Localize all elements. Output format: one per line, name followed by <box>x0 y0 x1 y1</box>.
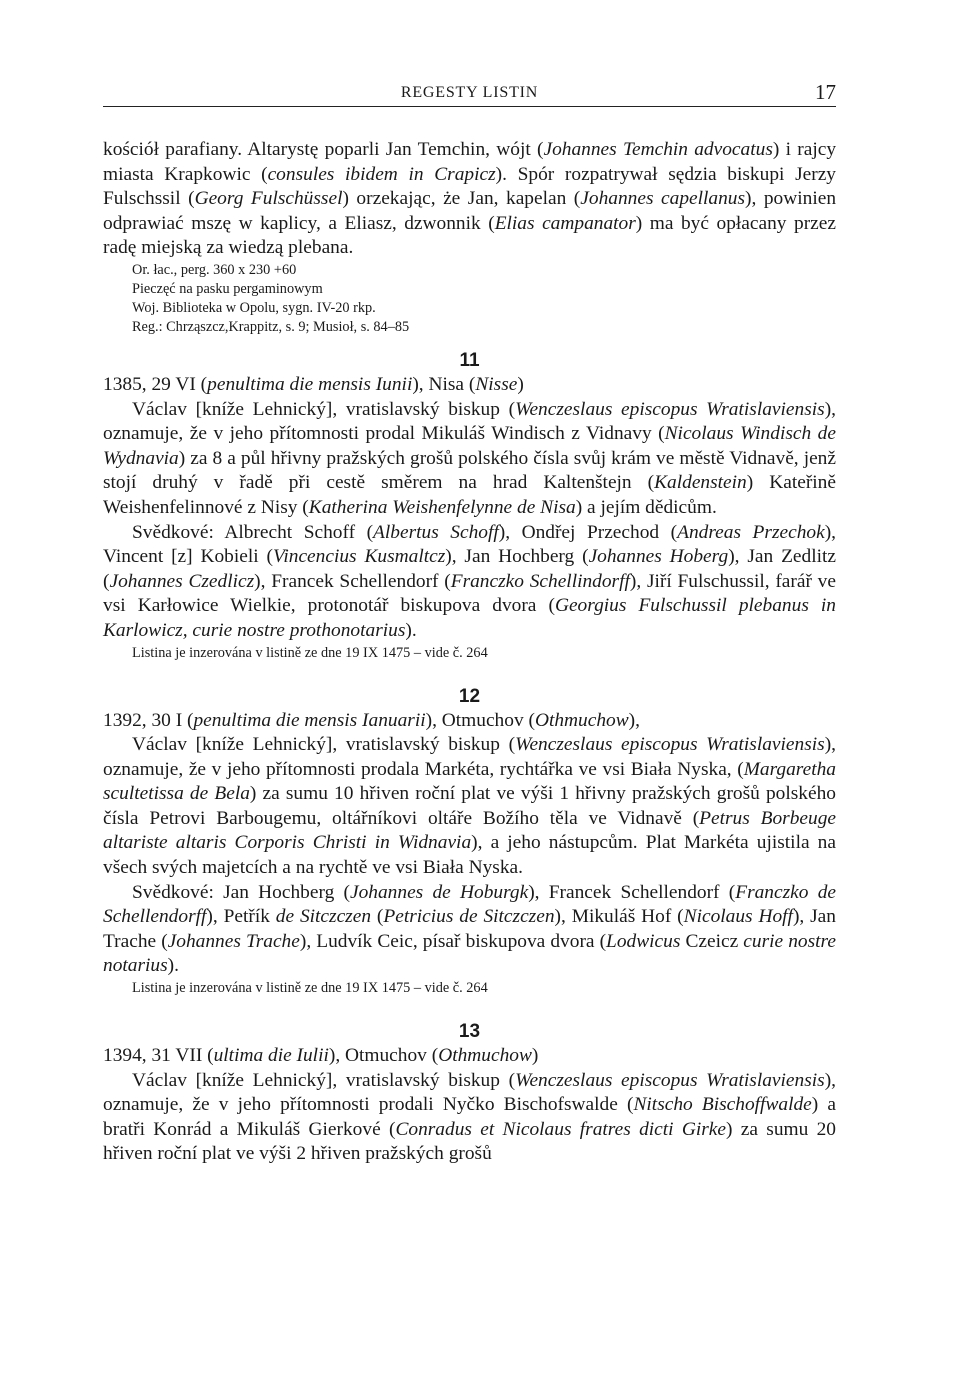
running-title: REGESTY LISTIN <box>400 84 539 101</box>
entry-date-line: 1394, 31 VII (ultima die Iulii), Otmuchov (Othmuchow) <box>103 1045 539 1067</box>
source-note: Or. łac., perg. 360 x 230 +60 <box>132 261 297 278</box>
entry-date-line: 1385, 29 VI (penultima die mensis Iunii), Nisa (Nisse) <box>103 373 524 395</box>
entry-note: Listina je inzerována v listině ze dne 19 IX 1475 – vide č. 264 <box>132 644 488 661</box>
intro-paragraph: kościół parafiany. Altarystę poparli Jan Temchin, wójt (Johannes Temchin advocatus) i rajcy miasta Krapkowic (consules ibidem in Crapicz). Spór rozpatrywał sędzia biskupi Jerzy Fulschssil (Georg Fulschüssel) orzekając, że Jan, kapelan (Johannes capellanus), powinien odprawiać mszę w kaplicy, a Eliasz, dzwonnik (Elias campanator) ma być opłacany przez radę miejską za wiedzą plebana. <box>103 139 837 259</box>
entry-note: Listina je inzerována v listině ze dne 19 IX 1475 – vide č. 264 <box>132 980 488 997</box>
entry-witnesses: Svědkové: Albrecht Schoff (Albertus Schoff), Ondřej Przechod (Andreas Przechok), Vincent [z] Kobieli (Vincencius Kusmaltcz), Jan Hochberg (Johannes Hoberg), Jan Zedlitz (Johannes Czedlicz), Francek Schellendorf (Franczko Schellindorff), Jiří Fulschussil, farář ve vsi Karłowice Wielkie, protonotář biskupova dvora (Georgius Fulschussil plebanus in Karlowicz, curie nostre prothonotarius). <box>103 521 837 641</box>
entry-witnesses: Svědkové: Jan Hochberg (Johannes de Hoburgk), Francek Schellendorf (Franczko de Schellendorff), Petřík de Sitczczen (Petricius de Sitczczen), Mikuláš Hof (Nicolaus Hoff), Jan Trache (Johannes Trache), Ludvík Ceic, písař biskupova dvora (Lodwicus Czeicz curie nostre notarius). <box>103 881 836 977</box>
entry-text: Václav [kníže Lehnický], vratislavský biskup (Wenczeslaus episcopus Wratislaviensis), oznamuje, že v jeho přítomnosti prodali Nyčko Bischofswalde (Nitscho Bischoffwalde) a bratři Konrád a Mikuláš Gierkové (Conradus et Nicolaus fratres dicti Girke) za sumu 20 hřiven roční plat ve výši 2 hřiven pražských grošů <box>103 1069 837 1165</box>
entry-number: 12 <box>458 685 481 707</box>
entry-date-line: 1392, 30 I (penultima die mensis Ianuarii), Otmuchov (Othmuchow), <box>103 709 640 731</box>
source-note: Woj. Biblioteka w Opolu, sygn. IV-20 rkp. <box>132 299 376 316</box>
running-header <box>103 80 836 107</box>
entry-number: 13 <box>458 1021 481 1043</box>
document-body <box>103 138 836 1167</box>
page-number: 17 <box>815 80 836 104</box>
source-note: Pieczęć na pasku pergaminowym <box>132 280 323 297</box>
source-note: Reg.: Chrząszcz,Krappitz, s. 9; Musioł, s. 84–85 <box>132 318 410 335</box>
entry-text: Václav [kníže Lehnický], vratislavský biskup (Wenczeslaus episcopus Wratislaviensis), oznamuje, že v jeho přítomnosti prodal Mikuláš Windisch z Vidnavy (Nicolaus Windisch de Wydnavia) za 8 a půl hřivny pražských grošů polského čísla svůj krám ve městě Vidnavě, jenž stojí druhý v řadě při cestě směrem na hrad Kaltenštejn (Kaldenstein) Kateřině Weishenfelinnové z Nisy (Katherina Weishenfelynne de Nisa) a jejím dědicům. <box>103 398 836 518</box>
entry-number: 11 <box>459 349 480 371</box>
entry-text: Václav [kníže Lehnický], vratislavský biskup (Wenczeslaus episcopus Wratislaviensis), oznamuje, že v jeho přítomnosti prodala Markéta, rychtářka ve vsi Biała Nyska, (Margaretha scultetissa de Bela) za sumu 10 hřiven roční plat ve výši 1 hřivny pražských grošů polského čísla Petrovi Barbougemu, oltářníkovi oltáře Božího těla ve Vidnavě (Petrus Borbeuge altariste altaris Corporis Christi in Widnavia), a jeho nástupcům. Plat Markéta ujistila na všech svých majetcích a na rychtě ve vsi Biała Nyska. <box>103 734 836 879</box>
